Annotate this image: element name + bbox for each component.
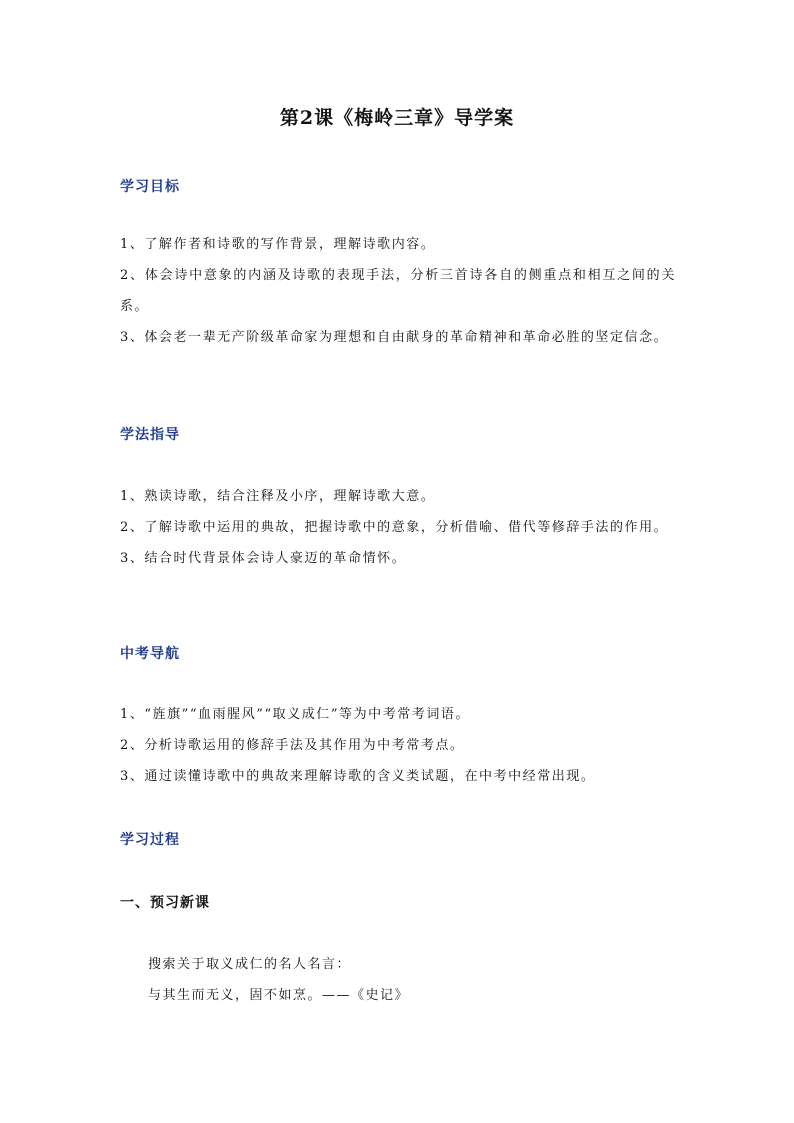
preview-line: 与其生而无义，固不如烹。——《史记》 — [148, 988, 410, 1003]
goals-list — [120, 229, 676, 353]
preview-content — [148, 949, 668, 1011]
list-item: 2、分析诗歌运用的修辞手法及其作用为中考常考点。 — [120, 738, 465, 753]
list-item: 3、结合时代背景体会诗人豪迈的革命情怀。 — [120, 551, 407, 566]
list-item: 1、了解作者和诗歌的写作背景，理解诗歌内容。 — [120, 237, 436, 252]
list-item: 3、通过读懂诗歌中的典故来理解诗歌的含义类试题，在中考中经常出现。 — [120, 769, 596, 784]
preview-line: 搜索关于取义成仁的名人名言： — [148, 957, 352, 972]
heading-methods: 学法指导 — [120, 427, 180, 443]
heading-process: 学习过程 — [120, 832, 180, 848]
list-item: 1、“旌旗”“血雨腥风”“取义成仁”等为中考常考词语。 — [120, 707, 470, 722]
list-item: 2、体会诗中意象的内涵及诗歌的表现手法，分析三首诗各自的侧重点和相互之间的关系。 — [120, 268, 676, 314]
page-title: 第2课《梅岭三章》导学案 — [279, 107, 515, 129]
list-item: 3、体会老一辈无产阶级革命家为理想和自由献身的革命精神和革命必胜的坚定信念。 — [120, 330, 669, 345]
heading-exam: 中考导航 — [120, 646, 180, 662]
list-item: 2、了解诗歌中运用的典故，把握诗歌中的意象，分析借喻、借代等修辞手法的作用。 — [120, 520, 669, 535]
methods-list — [120, 481, 676, 574]
heading-goals: 学习目标 — [120, 179, 180, 195]
list-item: 1、熟读诗歌，结合注释及小序，理解诗歌大意。 — [120, 489, 436, 504]
exam-list — [120, 699, 676, 792]
heading-preview: 一、预习新课 — [120, 895, 210, 911]
